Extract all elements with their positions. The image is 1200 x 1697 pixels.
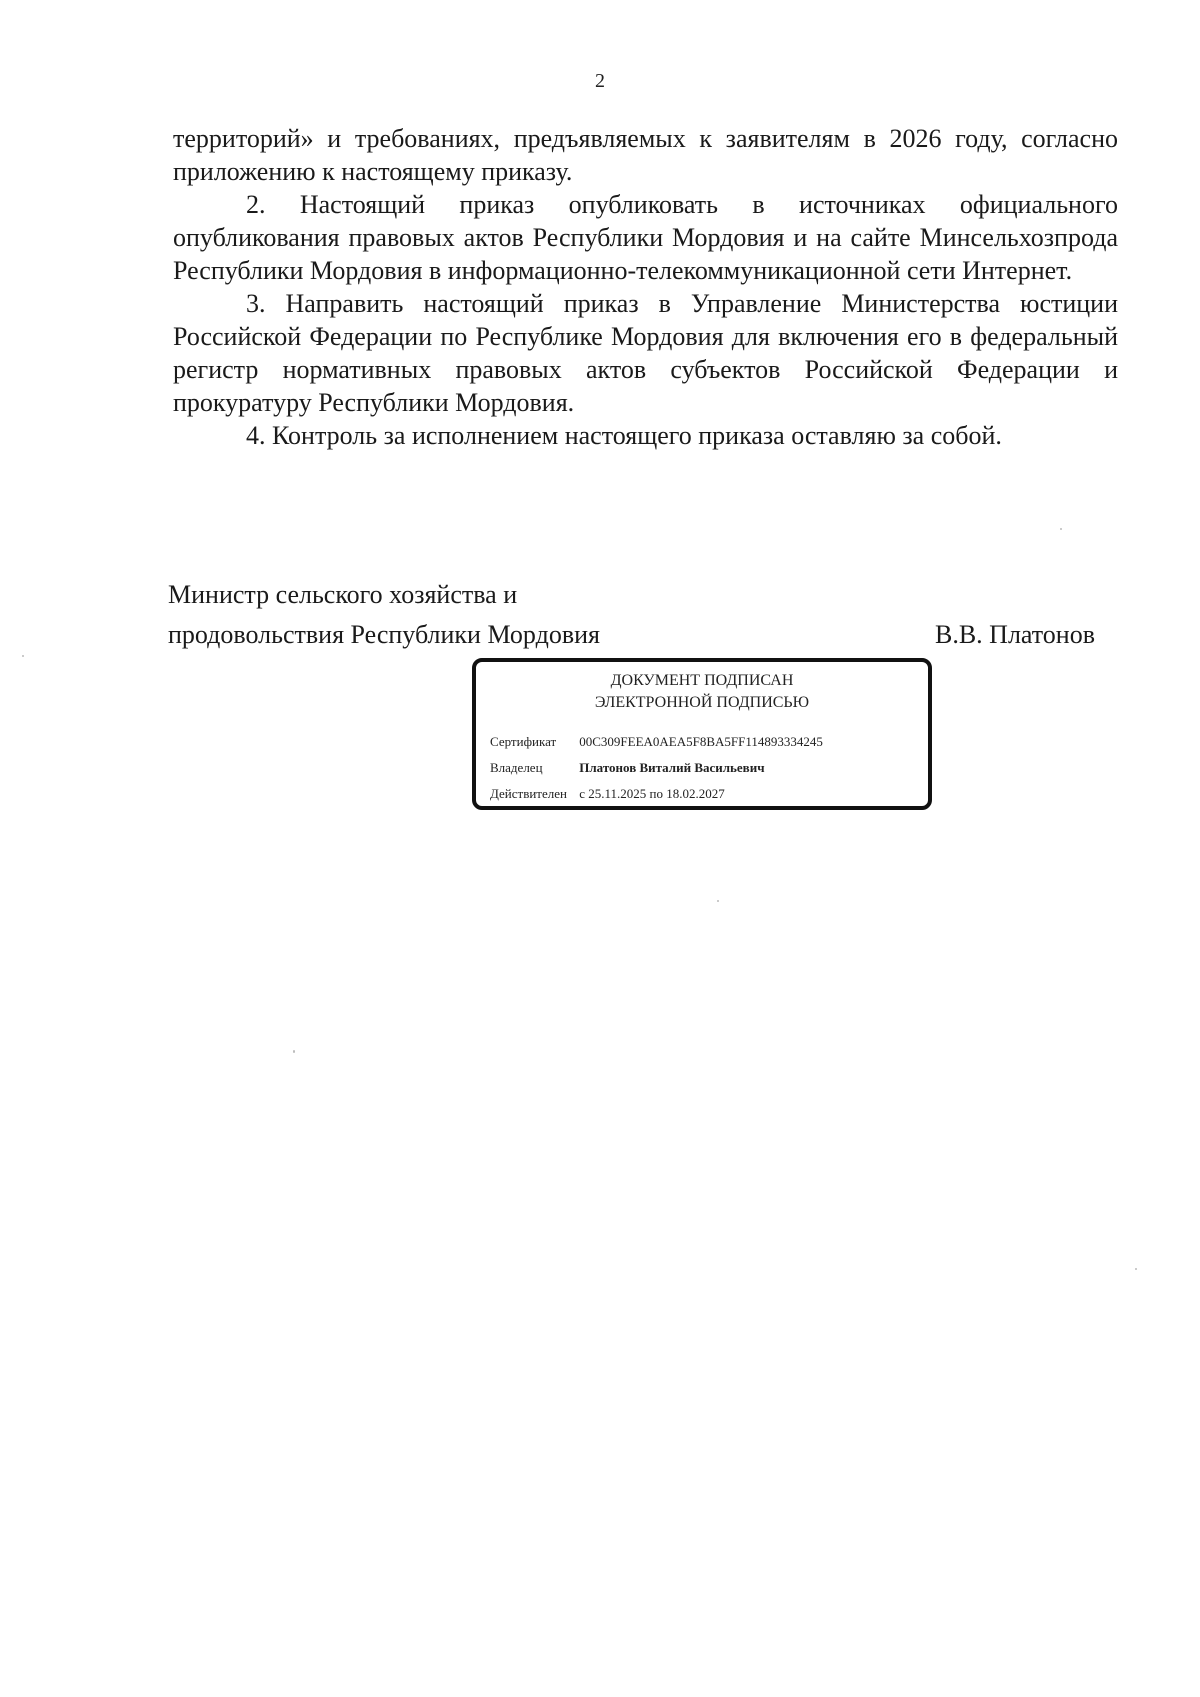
owner-value: Платонов Виталий Васильевич [579, 760, 765, 775]
signatory-position [168, 575, 600, 655]
signatory-position-line-2: продовольствия Республики Мордовия [168, 620, 600, 649]
paragraph-item-4: 4. Контроль за исполнением настоящего приказа оставляю за собой. [246, 421, 1002, 450]
validity-value: с 25.11.2025 по 18.02.2027 [579, 786, 725, 801]
electronic-signature-stamp [472, 658, 932, 810]
paragraph-item-2: 2. Настоящий приказ опубликовать в источниках официального опубликования правовых актов Республики Мордовия и на сайте Минсельхозпрода Республики Мордовия в информационно-телекоммуникационной сети Интернет. [173, 190, 1118, 285]
stamp-header [476, 670, 928, 714]
owner-label: Владелец [490, 760, 543, 775]
paragraph-item-3: 3. Направить настоящий приказ в Управление Министерства юстиции Российской Федерации по Республике Мордовия для включения его в федеральный регистр нормативных правовых актов субъектов Российской Федерации и прокуратуру Республики Мордовия. [173, 289, 1118, 417]
stamp-owner-row [490, 760, 765, 776]
stamp-header-line-1: ДОКУМЕНТ ПОДПИСАН [610, 672, 794, 689]
stamp-validity-row [490, 786, 725, 802]
certificate-value: 00C309FEEA0AEA5F8BA5FF114893334245 [579, 734, 823, 749]
stamp-header-line-2: ЭЛЕКТРОННОЙ ПОДПИСЬЮ [594, 694, 810, 711]
certificate-label: Сертификат [490, 734, 557, 749]
scan-speck [1135, 1268, 1137, 1270]
signatory-position-line-1: Министр сельского хозяйства и [168, 580, 518, 609]
scan-speck [717, 900, 719, 902]
signatory-name: В.В. Платонов [934, 620, 1095, 649]
scan-speck [293, 1050, 295, 1053]
document-body [173, 122, 1118, 452]
paragraph-continuation: территорий» и требованиях, предъявляемых к заявителям в 2026 году, согласно приложению к настоящему приказу. [173, 124, 1118, 186]
scan-speck [22, 655, 24, 657]
stamp-certificate-row [490, 734, 823, 750]
validity-label: Действителен [490, 786, 567, 801]
scan-speck [1060, 528, 1062, 530]
page-number: 2 [595, 70, 605, 92]
